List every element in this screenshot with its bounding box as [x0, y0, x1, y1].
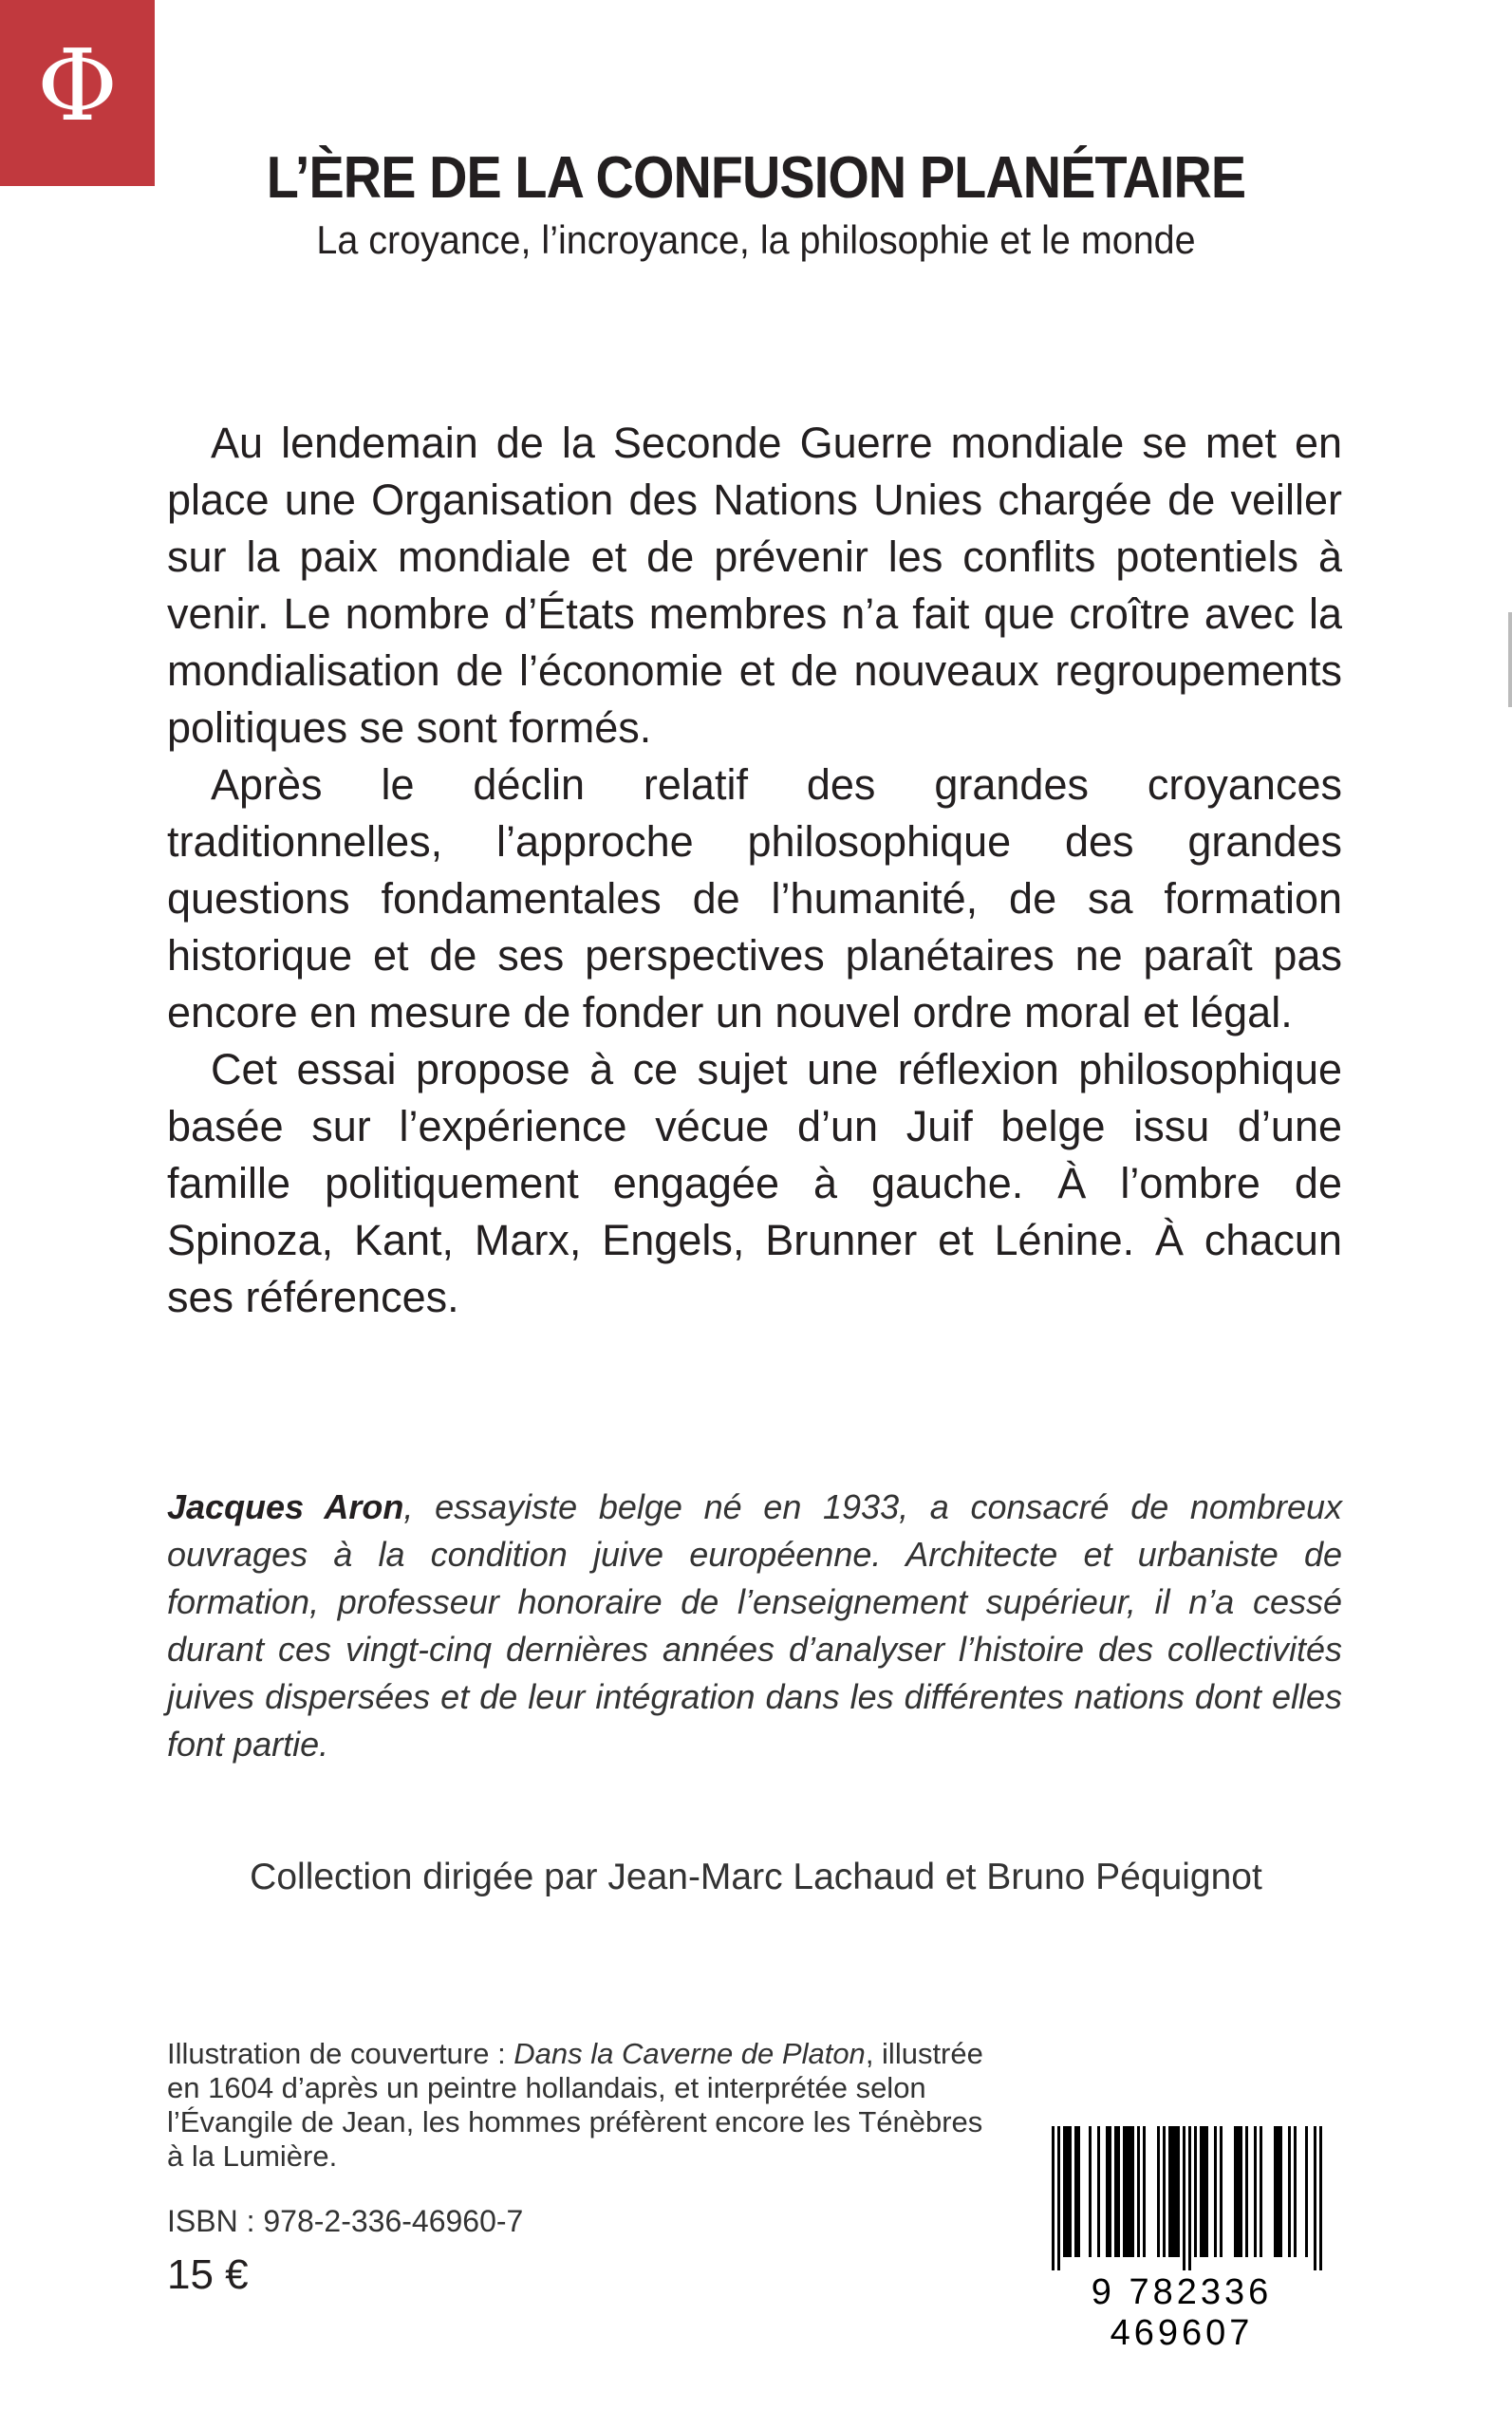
- barcode-bar: [1194, 2126, 1197, 2257]
- isbn: ISBN : 978-2-336-46960-7: [167, 2204, 524, 2238]
- barcode-bar: [1129, 2126, 1131, 2257]
- barcode: [1025, 2126, 1338, 2353]
- barcode-bar: [1168, 2126, 1171, 2257]
- barcode-bar: [1305, 2126, 1308, 2257]
- credit-rest: , illustrée en 1604 d’après un peintre hollandais, et interprétée selon l’Évangile de Jean, les hommes préfèrent encore les Ténèbres à la Lumière.: [167, 2037, 983, 2173]
- collection-line: Collection dirigée par Jean-Marc Lachaud et Bruno Péquignot: [250, 1857, 1262, 1897]
- barcode-bar: [1314, 2126, 1316, 2270]
- barcode-bar: [1137, 2126, 1140, 2257]
- barcode-bar: [1288, 2126, 1291, 2257]
- barcode-bar: [1174, 2126, 1177, 2257]
- back-cover-summary: [167, 415, 1342, 1326]
- barcode-bar: [1260, 2126, 1262, 2257]
- summary-paragraph-1: Au lendemain de la Seconde Guerre mondiale se met en place une Organisation des Nations Unies chargée de veiller sur la paix mondiale et de prévenir les conflits potentiels à venir. Le nombre d’États membres n’a fait que croître avec la mondialisation de l’économie et de nouveaux regroupements politiques se sont formés.: [167, 419, 1342, 752]
- summary-paragraph-3: Cet essai propose à ce sujet une réflexion philosophique basée sur l’expérience vécue d’un Juif belge issu d’une famille politiquement engagée à gauche. À l’ombre de Spinoza, Kant, Marx, Engels, Brunner et Lénine. À chacun ses références.: [167, 1045, 1342, 1321]
- book-subtitle: La croyance, l’incroyance, la philosophie et le monde: [316, 217, 1196, 262]
- barcode-bar: [1245, 2126, 1248, 2257]
- barcode-bar: [1203, 2126, 1205, 2257]
- barcode-bar: [1205, 2126, 1208, 2257]
- summary-paragraph-2: Après le déclin relatif des grandes croyances traditionnelles, l’approche philosophique des grandes questions fondamentales de l’humanité, de sa formation historique et de ses perspectives planétaires ne paraît pas encore en mesure de fonder un nouvel ordre moral et légal.: [167, 760, 1342, 1036]
- barcode-bar: [1279, 2126, 1282, 2257]
- barcode-bar: [1294, 2126, 1297, 2257]
- phi-icon: Φ: [36, 28, 119, 143]
- barcode-bar: [1254, 2126, 1257, 2257]
- barcode-bar: [1117, 2126, 1120, 2257]
- barcode-bar: [1319, 2126, 1322, 2270]
- barcode-bar: [1143, 2126, 1146, 2257]
- barcode-bar: [1126, 2126, 1129, 2257]
- barcode-bar: [1131, 2126, 1134, 2257]
- barcode-bar: [1157, 2126, 1160, 2257]
- barcode-bar: [1183, 2126, 1185, 2270]
- barcode-digits: 9 782336 469607: [1091, 2272, 1273, 2353]
- barcode-bar: [1077, 2126, 1080, 2257]
- barcode-bar: [1106, 2126, 1109, 2257]
- barcode-bar: [1097, 2126, 1100, 2257]
- barcode-bar: [1114, 2126, 1117, 2257]
- barcode-bar: [1177, 2126, 1180, 2257]
- barcode-bar: [1234, 2126, 1237, 2257]
- barcode-bar: [1109, 2126, 1111, 2257]
- barcode-bar: [1052, 2126, 1055, 2270]
- barcode-bar: [1200, 2126, 1203, 2257]
- author-name: Jacques Aron: [167, 1487, 404, 1526]
- cover-illustration-credit: [167, 2037, 1002, 2174]
- barcode-bar: [1066, 2126, 1069, 2257]
- credit-prefix: Illustration de couverture :: [167, 2037, 514, 2070]
- barcode-bar: [1089, 2126, 1092, 2257]
- barcode-bars: [1025, 2126, 1338, 2270]
- barcode-bar: [1214, 2126, 1217, 2257]
- barcode-bar: [1057, 2126, 1060, 2270]
- credit-work-title: Dans la Caverne de Platon: [513, 2037, 866, 2070]
- author-bio: [167, 1484, 1342, 1768]
- book-title: L’ÈRE DE LA CONFUSION PLANÉTAIRE: [266, 145, 1246, 211]
- barcode-bar: [1220, 2126, 1223, 2257]
- price: 15 €: [167, 2251, 249, 2298]
- barcode-bar: [1063, 2126, 1066, 2257]
- edge-mark: [1508, 612, 1512, 707]
- barcode-bar: [1123, 2126, 1126, 2257]
- barcode-bar: [1188, 2126, 1191, 2270]
- barcode-bar: [1240, 2126, 1242, 2257]
- barcode-bar: [1274, 2126, 1277, 2257]
- barcode-bar: [1171, 2126, 1174, 2257]
- barcode-bar: [1074, 2126, 1077, 2257]
- author-bio-text: , essayiste belge né en 1933, a consacré de nombreux ouvrages à la condition juive européenne. Architecte et urbaniste de formation, professeur honoraire de l’enseignement supérieur, il n’a cessé durant ces vingt-cinq dernières années d’analyser l’histoire des collectivités juives dispersées et de leur intégration dans les différentes nations dont elles font partie.: [167, 1487, 1342, 1764]
- barcode-bar: [1163, 2126, 1166, 2257]
- barcode-bar: [1237, 2126, 1240, 2257]
- barcode-bar: [1277, 2126, 1279, 2257]
- barcode-bar: [1069, 2126, 1072, 2257]
